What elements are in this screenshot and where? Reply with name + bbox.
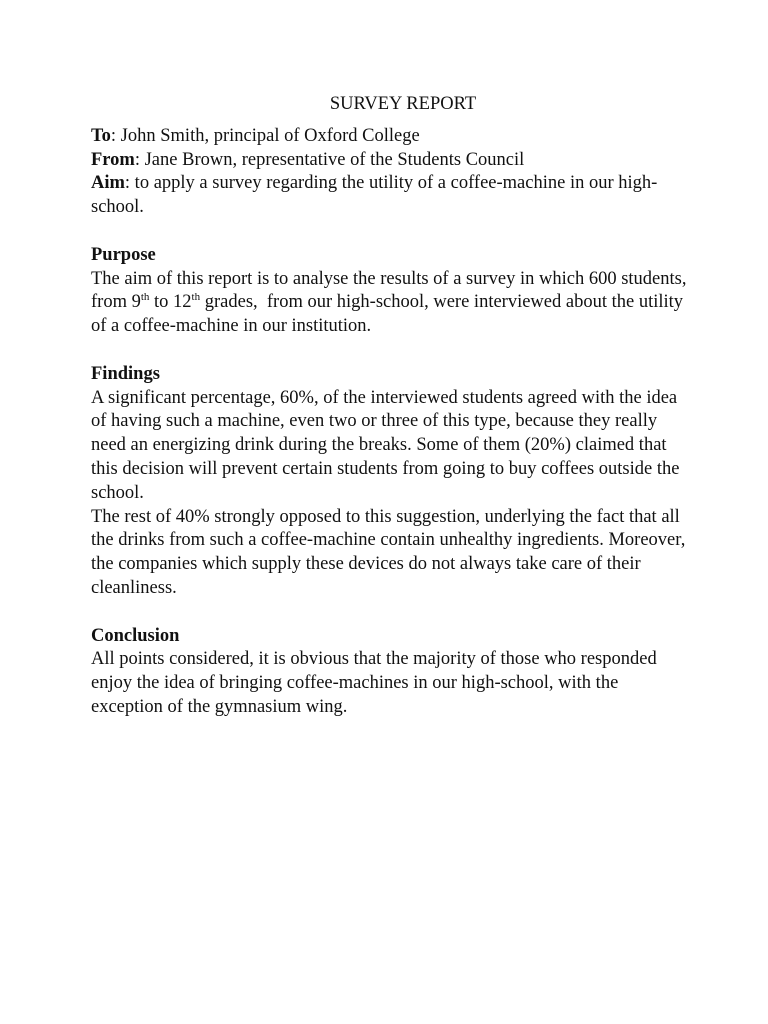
- findings-heading: [91, 363, 691, 387]
- document-title: SURVEY REPORT: [329, 94, 477, 114]
- aim-label: Aim: [91, 173, 125, 194]
- section-gap: [91, 220, 691, 244]
- conclusion-heading-text: Conclusion: [91, 625, 180, 646]
- purpose-paragraph: [91, 268, 691, 339]
- purpose-text-2: to 12: [149, 292, 192, 313]
- findings-paragraph-2: The rest of 40% strongly opposed to this suggestion, underlying the fact that all the drinks from such a coffee-machine contain unhealthy ingredients. Moreover, the companies which supply these devices do not always take care of their cleanliness.: [91, 506, 686, 598]
- conclusion-heading: [91, 625, 691, 649]
- purpose-heading-text: Purpose: [91, 244, 156, 265]
- from-value: : Jane Brown, representative of the Students Council: [134, 149, 525, 170]
- from-label: From: [91, 149, 135, 170]
- findings-heading-text: Findings: [91, 363, 160, 384]
- to-line: [91, 125, 691, 149]
- aim-line: [91, 172, 691, 220]
- purpose-sup-1: th: [140, 291, 150, 304]
- to-value: : John Smith, principal of Oxford College: [110, 125, 420, 146]
- purpose-sup-2: th: [191, 291, 201, 304]
- to-label: To: [91, 125, 111, 146]
- findings-paragraph-1: A significant percentage, 60%, of the interviewed students agreed with the idea of having such a machine, even two or three of this type, because they really need an energizing drink during the breaks. Some of them (20%) claimed that this decision will prevent certain students from going to buy coffees outside the school.: [91, 387, 680, 503]
- section-gap: [91, 601, 691, 625]
- from-line: [91, 149, 691, 173]
- purpose-text-1: The aim of this report is to analyse the results of a survey in which 600 students, from 9: [91, 268, 687, 313]
- conclusion-paragraph: All points considered, it is obvious that the majority of those who responded enjoy the idea of bringing coffee-machines in our high-school, with the exception of the gymnasium wing.: [91, 649, 657, 717]
- purpose-heading: [91, 244, 691, 268]
- section-gap: [91, 339, 691, 363]
- purpose-text-3: grades, from our high-school, were interviewed about the utility of a coffee-machine in our institution.: [91, 292, 688, 337]
- aim-value: : to apply a survey regarding the utility of a coffee-machine in our high-school.: [91, 173, 658, 218]
- document-body: [91, 93, 691, 720]
